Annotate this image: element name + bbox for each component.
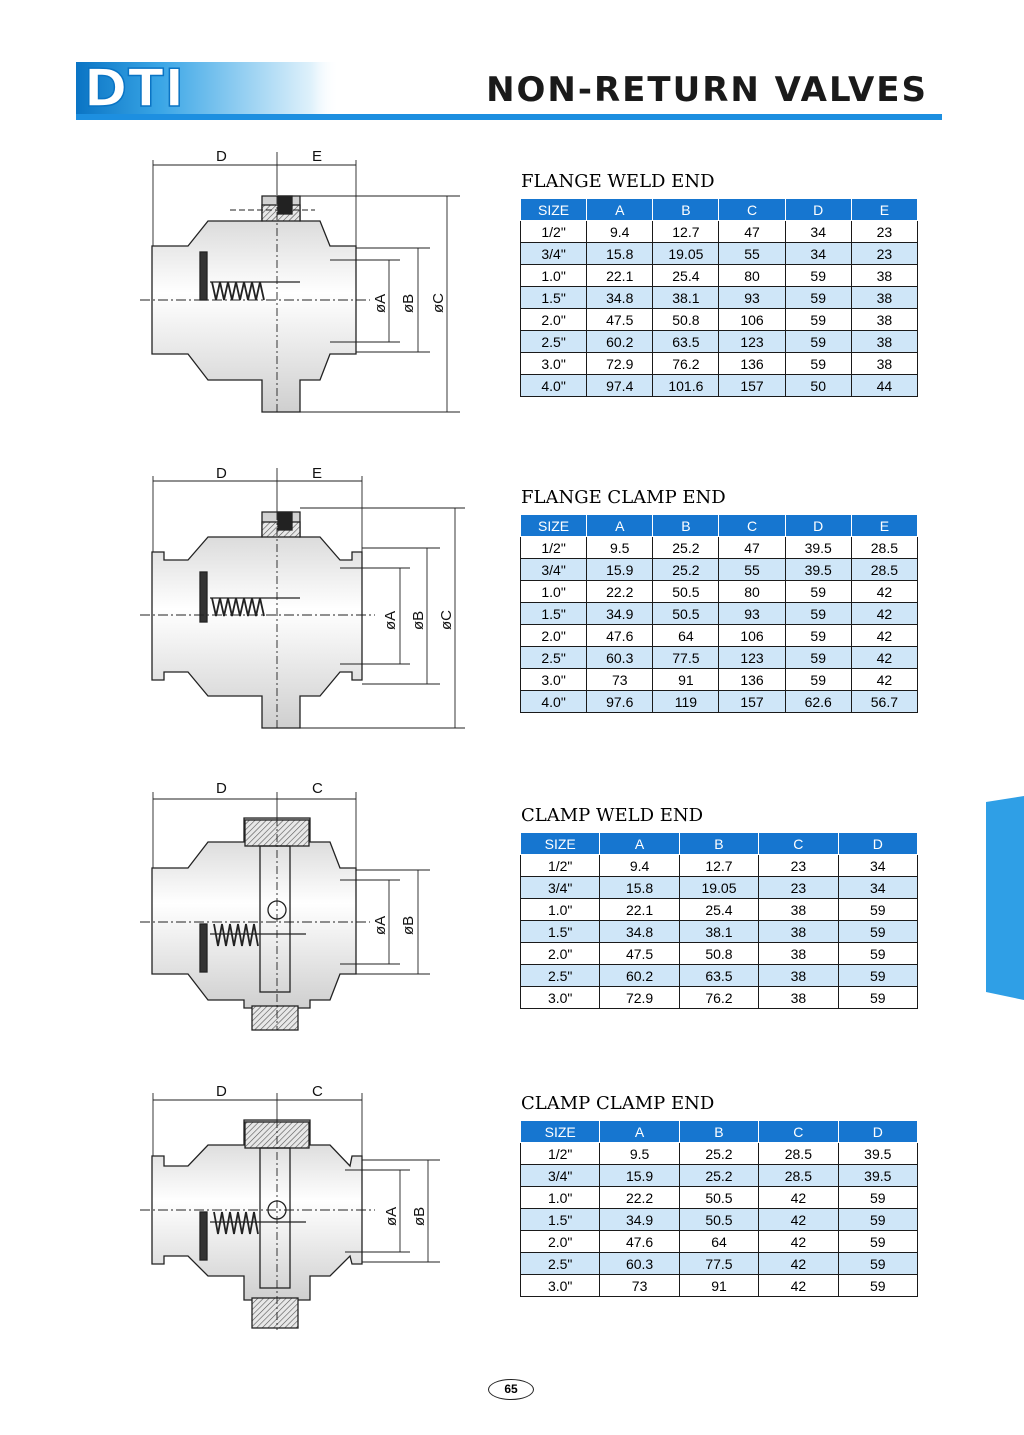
dim-label-oA: øA [383, 1206, 400, 1226]
column-header: B [679, 833, 758, 855]
column-header: C [759, 833, 838, 855]
table-cell: 59 [785, 625, 851, 647]
table-cell: 34 [838, 855, 917, 877]
table-cell: 1.0" [521, 265, 587, 287]
table-cell: 42 [851, 647, 917, 669]
table-cell: 1.5" [521, 603, 587, 625]
table-cell: 3.0" [521, 353, 587, 375]
table-cell: 72.9 [600, 987, 679, 1009]
table-cell: 72.9 [587, 353, 653, 375]
table-cell: 1/2" [521, 855, 600, 877]
table-cell: 123 [719, 331, 785, 353]
table-cell: 25.4 [653, 265, 719, 287]
column-header: SIZE [521, 833, 600, 855]
table-cell: 38 [759, 943, 838, 965]
table-cell: 77.5 [679, 1253, 758, 1275]
table-cell: 77.5 [653, 647, 719, 669]
table-cell: 2.0" [521, 943, 600, 965]
table-cell: 1.5" [521, 1209, 600, 1231]
dim-label-E: E [312, 465, 323, 482]
table-cell: 50 [785, 375, 851, 397]
table-cell: 91 [679, 1275, 758, 1297]
table-cell: 93 [719, 603, 785, 625]
dim-label-oB: øB [411, 1206, 428, 1226]
dim-label-C: C [312, 780, 323, 797]
column-header: C [719, 515, 785, 537]
dim-label-oA: øA [372, 293, 389, 313]
table-cell: 9.4 [600, 855, 679, 877]
table-cell: 3/4" [521, 243, 587, 265]
table-cell: 3.0" [521, 1275, 600, 1297]
table-cell: 19.05 [679, 877, 758, 899]
table-cell: 38 [851, 287, 917, 309]
column-header: D [838, 833, 917, 855]
column-header: SIZE [521, 515, 587, 537]
table-cell: 47 [719, 537, 785, 559]
table-cell: 47.6 [600, 1231, 679, 1253]
table-cell: 63.5 [679, 965, 758, 987]
table-cell: 42 [851, 603, 917, 625]
table-cell: 38 [759, 987, 838, 1009]
table-cell: 19.05 [653, 243, 719, 265]
table-cell: 64 [679, 1231, 758, 1253]
table-cell: 2.0" [521, 309, 587, 331]
table-cell: 2.5" [521, 965, 600, 987]
table-cell: 25.2 [653, 537, 719, 559]
table-cell: 3/4" [521, 877, 600, 899]
table-cell: 34.8 [587, 287, 653, 309]
dim-label-D: D [216, 148, 227, 165]
column-header: A [587, 199, 653, 221]
table-cell: 47 [719, 221, 785, 243]
table-cell: 38 [851, 331, 917, 353]
table-cell: 47.6 [587, 625, 653, 647]
table-cell: 38.1 [653, 287, 719, 309]
table-cell: 34 [785, 243, 851, 265]
table-cell: 34.9 [600, 1209, 679, 1231]
section-title-clamp-clamp: CLAMP CLAMP END [521, 1093, 715, 1114]
table-cell: 4.0" [521, 375, 587, 397]
dim-label-C: C [312, 1083, 323, 1100]
table-cell: 93 [719, 287, 785, 309]
table-cell: 22.1 [600, 899, 679, 921]
table-cell: 50.5 [653, 581, 719, 603]
table-cell: 136 [719, 669, 785, 691]
dim-label-D: D [216, 465, 227, 482]
table-cell: 28.5 [851, 537, 917, 559]
table-cell: 28.5 [759, 1165, 838, 1187]
table-cell: 50.5 [679, 1209, 758, 1231]
table-cell: 42 [851, 581, 917, 603]
table-cell: 63.5 [653, 331, 719, 353]
column-header: B [653, 199, 719, 221]
table-cell: 38 [759, 965, 838, 987]
table-cell: 1.5" [521, 921, 600, 943]
table-cell: 47.5 [587, 309, 653, 331]
table-cell: 2.5" [521, 331, 587, 353]
dim-label-oC: øC [438, 610, 455, 630]
table-cell: 38 [759, 921, 838, 943]
table-cell: 59 [838, 921, 917, 943]
table-cell: 60.3 [600, 1253, 679, 1275]
drawing-flange-weld-end [140, 152, 460, 412]
table-cell: 59 [785, 603, 851, 625]
table-cell: 3.0" [521, 987, 600, 1009]
table-cell: 15.8 [587, 243, 653, 265]
table-cell: 59 [838, 1275, 917, 1297]
table-cell: 39.5 [785, 559, 851, 581]
table-cell: 1/2" [521, 1143, 600, 1165]
table-cell: 38 [851, 353, 917, 375]
table-cell: 50.5 [653, 603, 719, 625]
brand-logo: DTI [84, 59, 185, 119]
page-number: 65 [504, 1382, 518, 1396]
column-header: A [600, 1121, 679, 1143]
table-cell: 76.2 [653, 353, 719, 375]
table-cell: 64 [653, 625, 719, 647]
table-cell: 2.5" [521, 647, 587, 669]
table-cell: 73 [587, 669, 653, 691]
table-cell: 59 [785, 287, 851, 309]
table-cell: 59 [785, 669, 851, 691]
table-cell: 22.2 [587, 581, 653, 603]
table-cell: 23 [851, 221, 917, 243]
table-cell: 22.2 [600, 1187, 679, 1209]
table-cell: 38.1 [679, 921, 758, 943]
table-cell: 59 [838, 943, 917, 965]
dim-label-oA: øA [372, 915, 389, 935]
table-cell: 157 [719, 691, 785, 713]
table-cell: 12.7 [653, 221, 719, 243]
dim-label-oB: øB [410, 610, 427, 630]
table-cell: 44 [851, 375, 917, 397]
table-cell: 34 [838, 877, 917, 899]
table-cell: 22.1 [587, 265, 653, 287]
table-cell: 15.9 [587, 559, 653, 581]
table-cell: 38 [759, 899, 838, 921]
column-header: E [851, 199, 917, 221]
table-cell: 59 [838, 899, 917, 921]
table-cell: 23 [759, 855, 838, 877]
table-cell: 34 [785, 221, 851, 243]
table-cell: 34.9 [587, 603, 653, 625]
table-cell: 9.5 [587, 537, 653, 559]
table-cell: 1/2" [521, 537, 587, 559]
table-cell: 15.8 [600, 877, 679, 899]
table-cell: 73 [600, 1275, 679, 1297]
table-cell: 42 [759, 1275, 838, 1297]
table-cell: 34.8 [600, 921, 679, 943]
table-cell: 59 [838, 1231, 917, 1253]
table-cell: 59 [838, 987, 917, 1009]
table-cell: 28.5 [851, 559, 917, 581]
drawing-flange-clamp-end [140, 468, 465, 728]
table-cell: 60.3 [587, 647, 653, 669]
table-cell: 23 [851, 243, 917, 265]
column-header: B [653, 515, 719, 537]
table-cell: 28.5 [759, 1143, 838, 1165]
table-cell: 80 [719, 265, 785, 287]
column-header: SIZE [521, 199, 587, 221]
column-header: A [587, 515, 653, 537]
dim-label-oC: øC [430, 293, 447, 313]
table-cell: 59 [838, 1209, 917, 1231]
table-cell: 1/2" [521, 221, 587, 243]
table-cell: 38 [851, 309, 917, 331]
dim-label-oB: øB [400, 915, 417, 935]
section-title-flange-weld: FLANGE WELD END [521, 171, 715, 192]
table-cell: 59 [785, 353, 851, 375]
dim-label-E: E [312, 148, 323, 165]
column-header: A [600, 833, 679, 855]
dim-label-oB: øB [400, 293, 417, 313]
table-cell: 60.2 [600, 965, 679, 987]
column-header: D [785, 515, 851, 537]
table-cell: 60.2 [587, 331, 653, 353]
drawing-clamp-weld-end [140, 792, 430, 1030]
column-header: E [851, 515, 917, 537]
table-cell: 119 [653, 691, 719, 713]
table-cell: 9.4 [587, 221, 653, 243]
table-cell: 2.0" [521, 1231, 600, 1253]
table-cell: 50.8 [679, 943, 758, 965]
table-cell: 42 [759, 1209, 838, 1231]
table-cell: 39.5 [838, 1143, 917, 1165]
column-header: D [838, 1121, 917, 1143]
dim-label-D: D [216, 1083, 227, 1100]
table-cell: 25.2 [679, 1143, 758, 1165]
table-cell: 25.4 [679, 899, 758, 921]
column-header: C [759, 1121, 838, 1143]
column-header: D [785, 199, 851, 221]
table-cell: 136 [719, 353, 785, 375]
table-cell: 42 [851, 625, 917, 647]
table-cell: 23 [759, 877, 838, 899]
table-cell: 1.0" [521, 581, 587, 603]
table-cell: 50.5 [679, 1187, 758, 1209]
table-cell: 80 [719, 581, 785, 603]
table-cell: 59 [838, 1187, 917, 1209]
table-cell: 157 [719, 375, 785, 397]
dim-label-oA: øA [382, 610, 399, 630]
column-header: B [679, 1121, 758, 1143]
table-cell: 3.0" [521, 669, 587, 691]
table-cell: 101.6 [653, 375, 719, 397]
table-cell: 2.0" [521, 625, 587, 647]
table-cell: 47.5 [600, 943, 679, 965]
table-cell: 76.2 [679, 987, 758, 1009]
table-cell: 39.5 [838, 1165, 917, 1187]
table-cell: 106 [719, 309, 785, 331]
table-cell: 56.7 [851, 691, 917, 713]
table-cell: 9.5 [600, 1143, 679, 1165]
table-cell: 59 [785, 265, 851, 287]
table-cell: 15.9 [600, 1165, 679, 1187]
table-cell: 55 [719, 243, 785, 265]
table-cell: 42 [759, 1187, 838, 1209]
table-cell: 25.2 [679, 1165, 758, 1187]
table-cell: 1.5" [521, 287, 587, 309]
table-cell: 59 [785, 581, 851, 603]
table-cell: 59 [785, 647, 851, 669]
section-title-flange-clamp: FLANGE CLAMP END [521, 487, 726, 508]
table-cell: 1.0" [521, 1187, 600, 1209]
column-header: C [719, 199, 785, 221]
table-cell: 55 [719, 559, 785, 581]
table-cell: 106 [719, 625, 785, 647]
table-cell: 2.5" [521, 1253, 600, 1275]
table-cell: 50.8 [653, 309, 719, 331]
table-cell: 59 [785, 331, 851, 353]
table-cell: 12.7 [679, 855, 758, 877]
table-cell: 3/4" [521, 1165, 600, 1187]
table-cell: 59 [838, 1253, 917, 1275]
table-cell: 42 [759, 1253, 838, 1275]
dim-label-D: D [216, 780, 227, 797]
table-cell: 4.0" [521, 691, 587, 713]
table-cell: 123 [719, 647, 785, 669]
table-cell: 59 [785, 309, 851, 331]
table-cell: 38 [851, 265, 917, 287]
table-cell: 39.5 [785, 537, 851, 559]
table-cell: 25.2 [653, 559, 719, 581]
section-title-clamp-weld: CLAMP WELD END [521, 805, 704, 826]
table-cell: 42 [851, 669, 917, 691]
table-cell: 42 [759, 1231, 838, 1253]
table-cell: 91 [653, 669, 719, 691]
table-cell: 59 [838, 965, 917, 987]
table-cell: 97.4 [587, 375, 653, 397]
column-header: SIZE [521, 1121, 600, 1143]
table-cell: 97.6 [587, 691, 653, 713]
table-cell: 3/4" [521, 559, 587, 581]
table-cell: 62.6 [785, 691, 851, 713]
table-cell: 1.0" [521, 899, 600, 921]
page-title: NON-RETURN VALVES [486, 70, 928, 110]
